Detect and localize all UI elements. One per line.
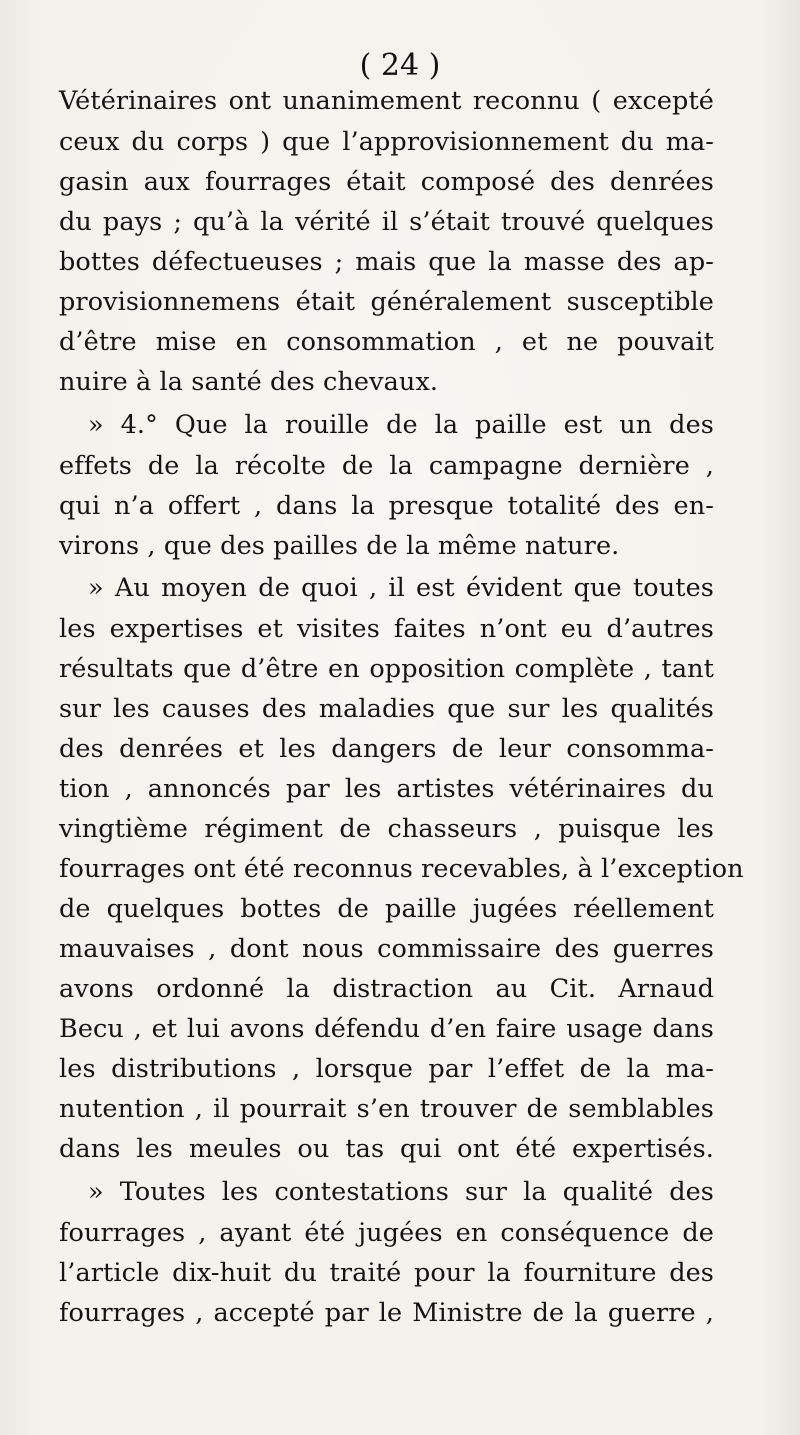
text-line: tion , annoncés par les artistes vétérinaires du: [59, 774, 714, 804]
page-number: ( 24 ): [359, 48, 441, 83]
text-line: nuire à la santé des chevaux.: [59, 367, 439, 397]
text-line: fourrages , ayant été jugées en conséquence de: [59, 1218, 714, 1248]
text-line: sur les causes des maladies que sur les qualités: [59, 694, 714, 724]
text-line: d’être mise en consommation , et ne pouvait: [59, 327, 714, 357]
text-line: fourrages ont été reconnus recevables, à l’exception: [59, 854, 744, 884]
text-line: les distributions , lorsque par l’effet de la ma-: [59, 1054, 714, 1084]
text-line: » Au moyen de quoi , il est évident que toutes: [88, 573, 714, 603]
text-line: vingtième régiment de chasseurs , puisque les: [59, 814, 714, 844]
text-line: avons ordonné la distraction au Cit. Arnaud: [59, 974, 714, 1004]
text-line: provisionnemens était généralement susceptible: [59, 287, 714, 317]
text-line: » Toutes les contestations sur la qualité des: [88, 1177, 714, 1207]
text-line: effets de la récolte de la campagne dernière ,: [59, 451, 714, 481]
text-line: fourrages , accepté par le Ministre de la guerre ,: [59, 1298, 714, 1328]
text-line: Becu , et lui avons défendu d’en faire usage dans: [59, 1014, 714, 1044]
text-line: mauvaises , dont nous commissaire des guerres: [59, 934, 714, 964]
text-line: virons , que des pailles de la même nature.: [59, 531, 620, 561]
text-line: du pays ; qu’à la vérité il s’était trouvé quelques: [59, 207, 714, 237]
text-line: Vétérinaires ont unanimement reconnu ( excepté: [59, 86, 714, 116]
text-line: de quelques bottes de paille jugées réellement: [59, 894, 714, 924]
text-line: résultats que d’être en opposition complète , tant: [59, 654, 714, 684]
text-line: nutention , il pourrait s’en trouver de semblables: [59, 1094, 714, 1124]
text-line: » 4.° Que la rouille de la paille est un des: [88, 410, 714, 440]
text-line: bottes défectueuses ; mais que la masse des ap-: [59, 247, 714, 277]
text-line: l’article dix-huit du traité pour la fourniture des: [59, 1258, 714, 1288]
text-line: gasin aux fourrages était composé des denrées: [59, 167, 714, 197]
text-line: des denrées et les dangers de leur consomma-: [59, 734, 714, 764]
text-line: qui n’a offert , dans la presque totalité des en-: [59, 491, 714, 521]
text-line: les expertises et visites faites n’ont eu d’autres: [59, 614, 714, 644]
text-line: dans les meules ou tas qui ont été expertisés.: [59, 1134, 714, 1164]
text-line: ceux du corps ) que l’approvisionnement du ma-: [59, 127, 714, 157]
